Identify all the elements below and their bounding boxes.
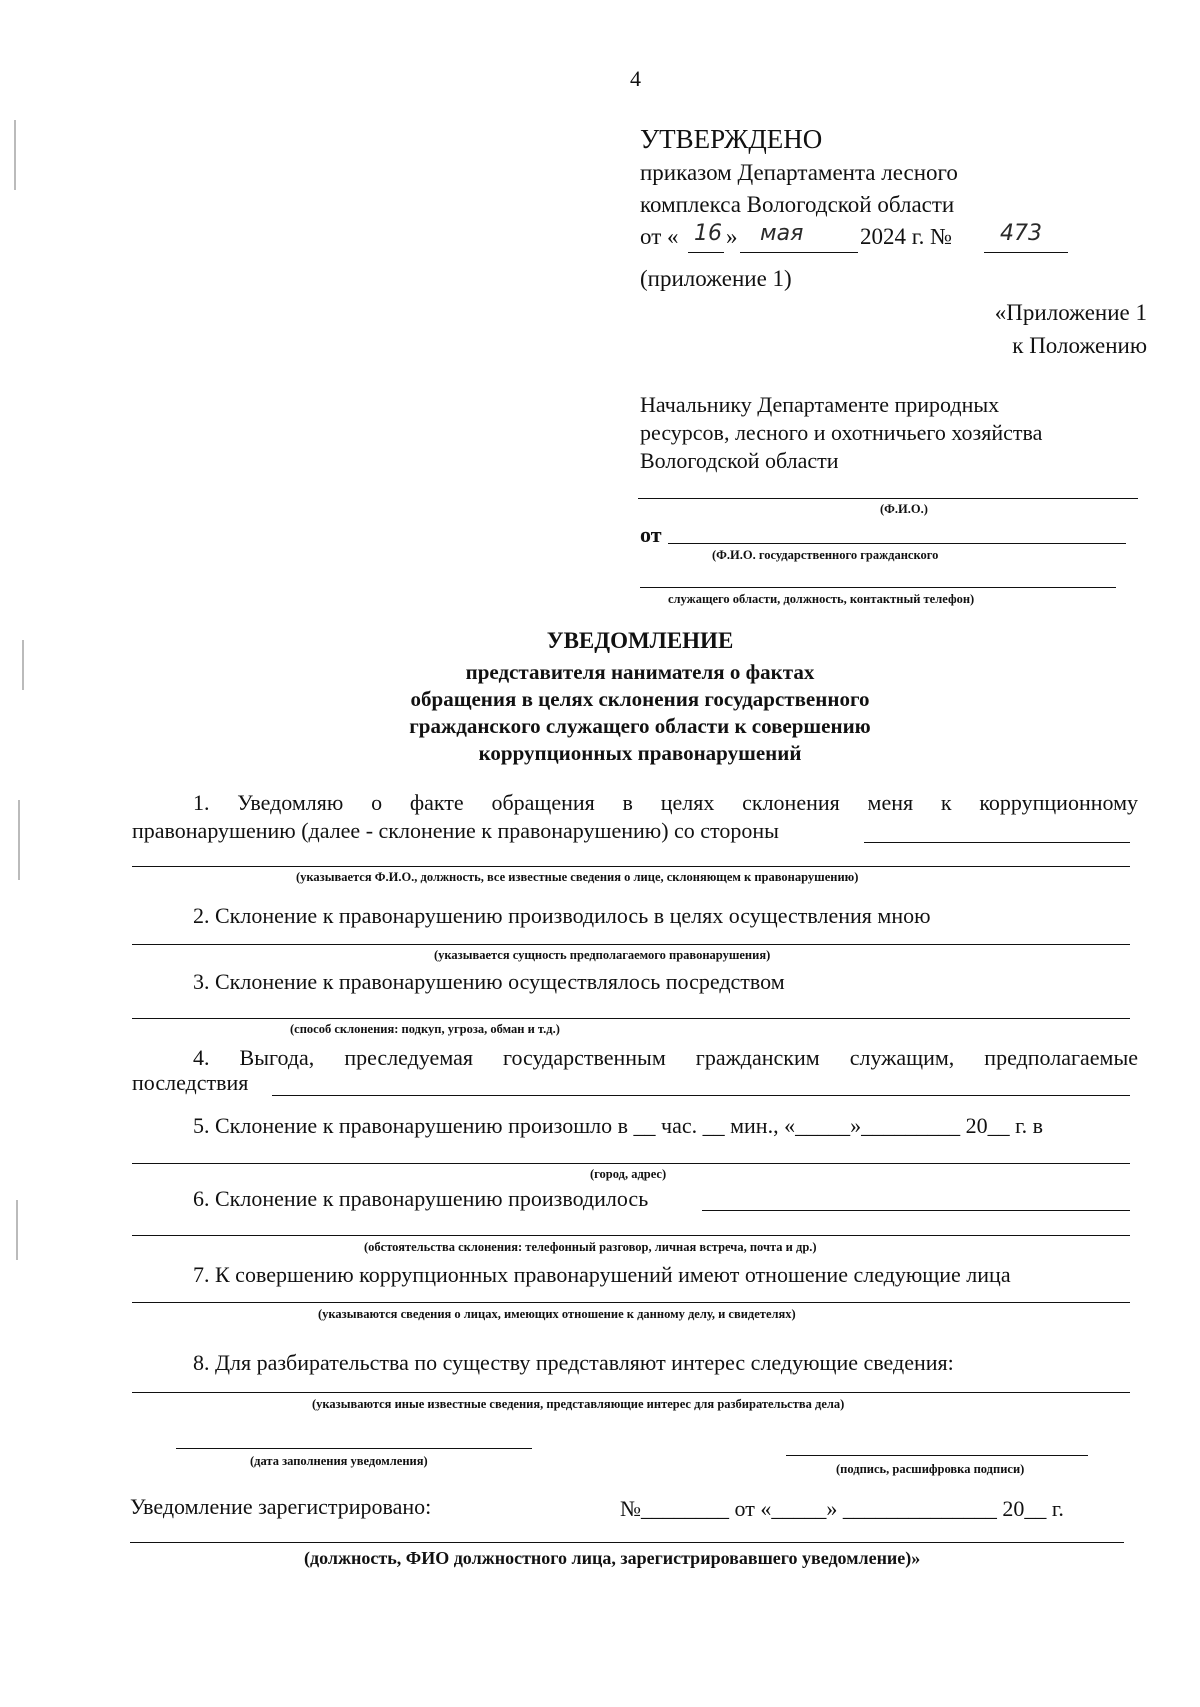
approval-date-mid: »: [726, 224, 738, 249]
signature-line: [786, 1455, 1088, 1456]
item-2-text: 2. Склонение к правонарушению производилось в целях осуществления мною: [193, 903, 931, 928]
notice-subtitle-3: гражданского служащего области к совершению: [409, 714, 871, 738]
item-8-text: 8. Для разбирательства по существу представляют интерес следующие сведения:: [193, 1350, 954, 1375]
notice-subtitle-1: представителя нанимателя о фактах: [465, 660, 815, 684]
approval-date-prefix: от «: [640, 224, 679, 249]
addressee-line-2: ресурсов, лесного и охотничьего хозяйства: [640, 420, 1043, 445]
notice-title: УВЕДОМЛЕНИЕ: [546, 628, 734, 653]
appendix-note: (приложение 1): [640, 266, 792, 291]
item-2-caption: (указывается сущность предполагаемого правонарушения): [434, 948, 771, 962]
item-7-text: 7. К совершению коррупционных правонарушений имеют отношение следующие лица: [193, 1262, 1011, 1287]
registration-number: №________ от «_____» ______________ 20__ г.: [620, 1496, 1064, 1521]
item-1-line: [132, 866, 1130, 867]
item-6-caption: (обстоятельства склонения: телефонный разговор, личная встреча, почта и др.): [364, 1240, 817, 1254]
registration-line: [130, 1542, 1124, 1543]
approval-year-number: 2024 г. №: [860, 224, 953, 249]
item-6-line: [132, 1235, 1130, 1236]
item-5-line: [132, 1163, 1130, 1164]
date-line: [176, 1448, 532, 1449]
item-3-caption: (способ склонения: подкуп, угроза, обман и т.д.): [290, 1022, 560, 1036]
item-4-fill-line: [272, 1095, 1130, 1096]
handwritten-month: мая: [760, 221, 804, 246]
notice-subtitle-4: коррупционных правонарушений: [478, 741, 802, 765]
approval-heading: УТВЕРЖДЕНО: [640, 124, 823, 154]
item-6-fill-line: [702, 1210, 1130, 1211]
item-2-line: [132, 944, 1130, 945]
month-underline: [740, 252, 858, 253]
from-caption-1: (Ф.И.О. государственного гражданского: [712, 548, 939, 562]
approval-line-2: комплекса Вологодской области: [640, 192, 955, 217]
item-1-caption: (указывается Ф.И.О., должность, все известные сведения о лице, склоняющем к правонарушению): [296, 870, 859, 884]
item-1-line-1: 1. Уведомляю о факте обращения в целях склонения меня к коррупционному: [193, 790, 1138, 815]
from-label: от: [640, 522, 662, 547]
registration-caption: (должность, ФИО должностного лица, зарегистрировавшего уведомление)»: [304, 1548, 921, 1568]
item-1-fill-line: [864, 842, 1130, 843]
handwritten-day: 16: [694, 221, 722, 246]
item-5-text: 5. Склонение к правонарушению произошло в __ час. __ мин., «_____»_________ 20__ г. в: [193, 1113, 1043, 1138]
notice-subtitle-2: обращения в целях склонения государственного: [410, 687, 870, 711]
from-line: [668, 543, 1126, 544]
item-4-line-2: последствия: [132, 1070, 249, 1095]
scan-artifact: [14, 120, 16, 190]
scan-artifact: [16, 1200, 18, 1260]
signature-caption: (подпись, расшифровка подписи): [836, 1462, 1025, 1476]
item-7-caption: (указываются сведения о лицах, имеющих отношение к данному делу, и свидетелях): [318, 1307, 796, 1321]
day-underline: [688, 252, 724, 253]
appendix-ref-line-1: «Приложение 1: [994, 300, 1147, 325]
scan-artifact: [18, 800, 20, 880]
item-8-caption: (указываются иные известные сведения, представляющие интерес для разбирательства дела): [312, 1397, 845, 1411]
item-6-text: 6. Склонение к правонарушению производилось: [193, 1186, 649, 1211]
addressee-line-3: Вологодской области: [640, 448, 839, 473]
addressee-line-1: Начальнику Департаменте природных: [640, 392, 1000, 417]
date-caption: (дата заполнения уведомления): [250, 1454, 428, 1468]
item-7-line: [132, 1302, 1130, 1303]
item-4-line-1: 4. Выгода, преследуемая государственным гражданским служащим, предполагаемые: [193, 1045, 1138, 1070]
appendix-ref-line-2: к Положению: [1012, 333, 1147, 358]
item-8-line: [132, 1392, 1130, 1393]
approval-line-1: приказом Департамента лесного: [640, 160, 958, 185]
handwritten-number: 473: [1000, 221, 1042, 246]
fio-line: [638, 498, 1138, 499]
item-1-line-2: правонарушению (далее - склонение к правонарушению) со стороны: [132, 818, 779, 843]
registration-label: Уведомление зарегистрировано:: [130, 1494, 432, 1519]
fio-caption: (Ф.И.О.): [880, 502, 928, 516]
page-number: 4: [630, 66, 641, 91]
from-caption-2: служащего области, должность, контактный телефон): [668, 592, 975, 606]
item-5-caption: (город, адрес): [590, 1167, 667, 1181]
from-line-2: [640, 587, 1116, 588]
number-underline: [984, 252, 1068, 253]
item-3-text: 3. Склонение к правонарушению осуществлялось посредством: [193, 969, 785, 994]
item-3-line: [132, 1018, 1130, 1019]
